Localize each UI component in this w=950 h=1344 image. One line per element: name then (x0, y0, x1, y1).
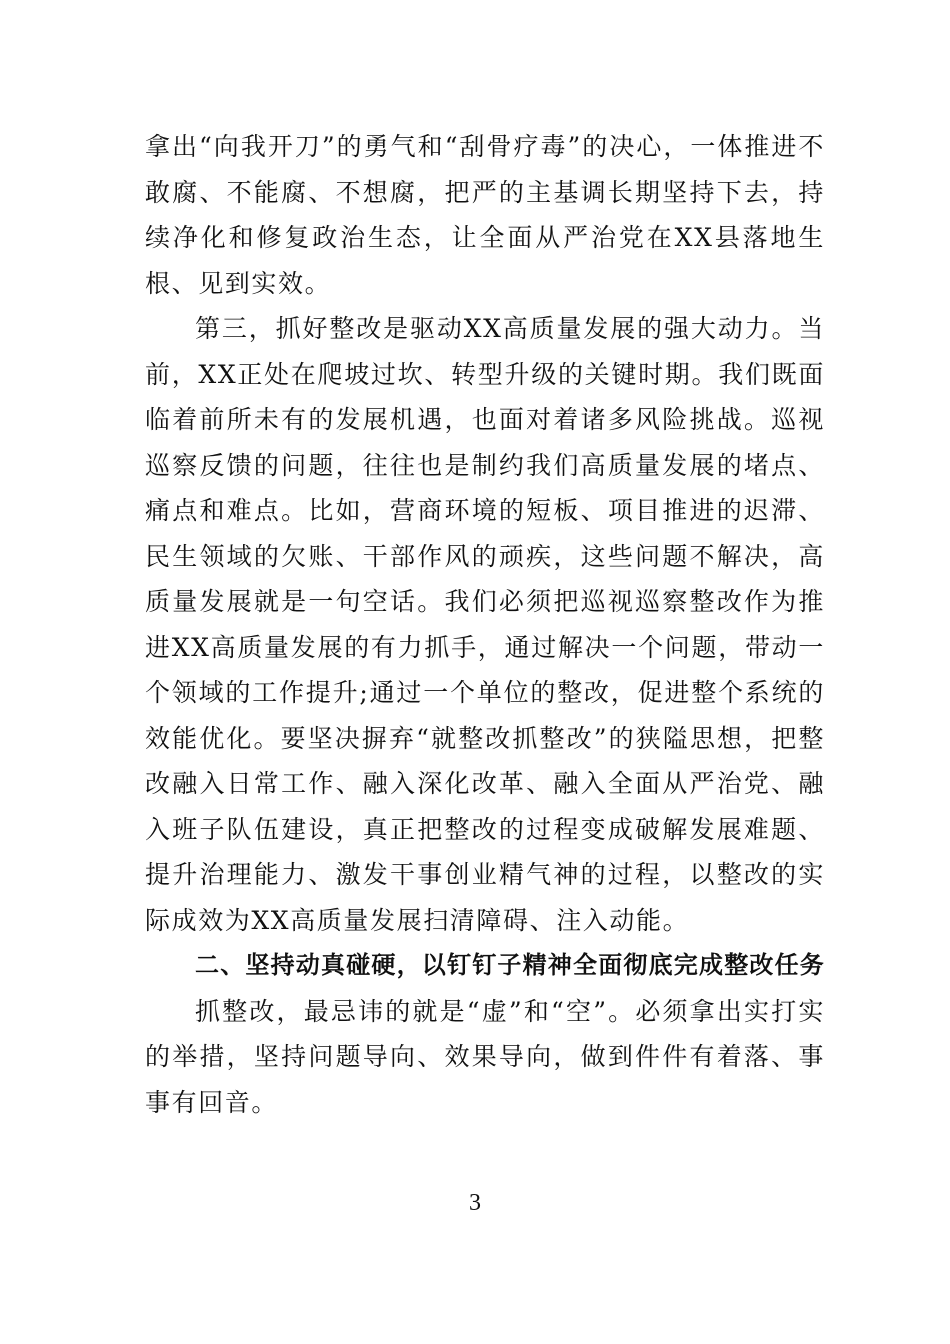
section-heading-two: 二、坚持动真碰硬，以钉钉子精神全面彻底完成整改任务 (195, 951, 825, 979)
page-number: 3 (469, 1190, 481, 1216)
paragraph-rectification-intro: 抓整改，最忌讳的就是“虚”和“空”。必须拿出实打实的举措，坚持问题导向、效果导向，做到件件有着落、事事有回音。 (145, 996, 825, 1117)
document-body (145, 124, 825, 1125)
paragraph-third-point: 第三，抓好整改是驱动XX高质量发展的强大动力。当前，XX正处在爬坡过坎、转型升级的关键时期。我们既面临着前所未有的发展机遇，也面对着诸多风险挑战。巡视巡察反馈的问题，往往也是制约我们高质量发展的堵点、痛点和难点。比如，营商环境的短板、项目推进的迟滞、民生领域的欠账、干部作风的顽疾，这些问题不解决，高质量发展就是一句空话。我们必须把巡视巡察整改作为推进XX高质量发展的有力抓手，通过解决一个问题，带动一个领域的工作提升;通过一个单位的整改，促进整个系统的效能优化。要坚决摒弃“就整改抓整改”的狭隘思想，把整改融入日常工作、融入深化改革、融入全面从严治党、融入班子队伍建设，真正把整改的过程变成破解发展难题、提升治理能力、激发干事创业精气神的过程，以整改的实际成效为XX高质量发展扫清障碍、注入动能。 (145, 314, 825, 935)
paragraph-continuation: 拿出“向我开刀”的勇气和“刮骨疗毒”的决心，一体推进不敢腐、不能腐、不想腐，把严的主基调长期坚持下去，持续净化和修复政治生态，让全面从严治党在XX县落地生根、见到实效。 (145, 132, 825, 298)
